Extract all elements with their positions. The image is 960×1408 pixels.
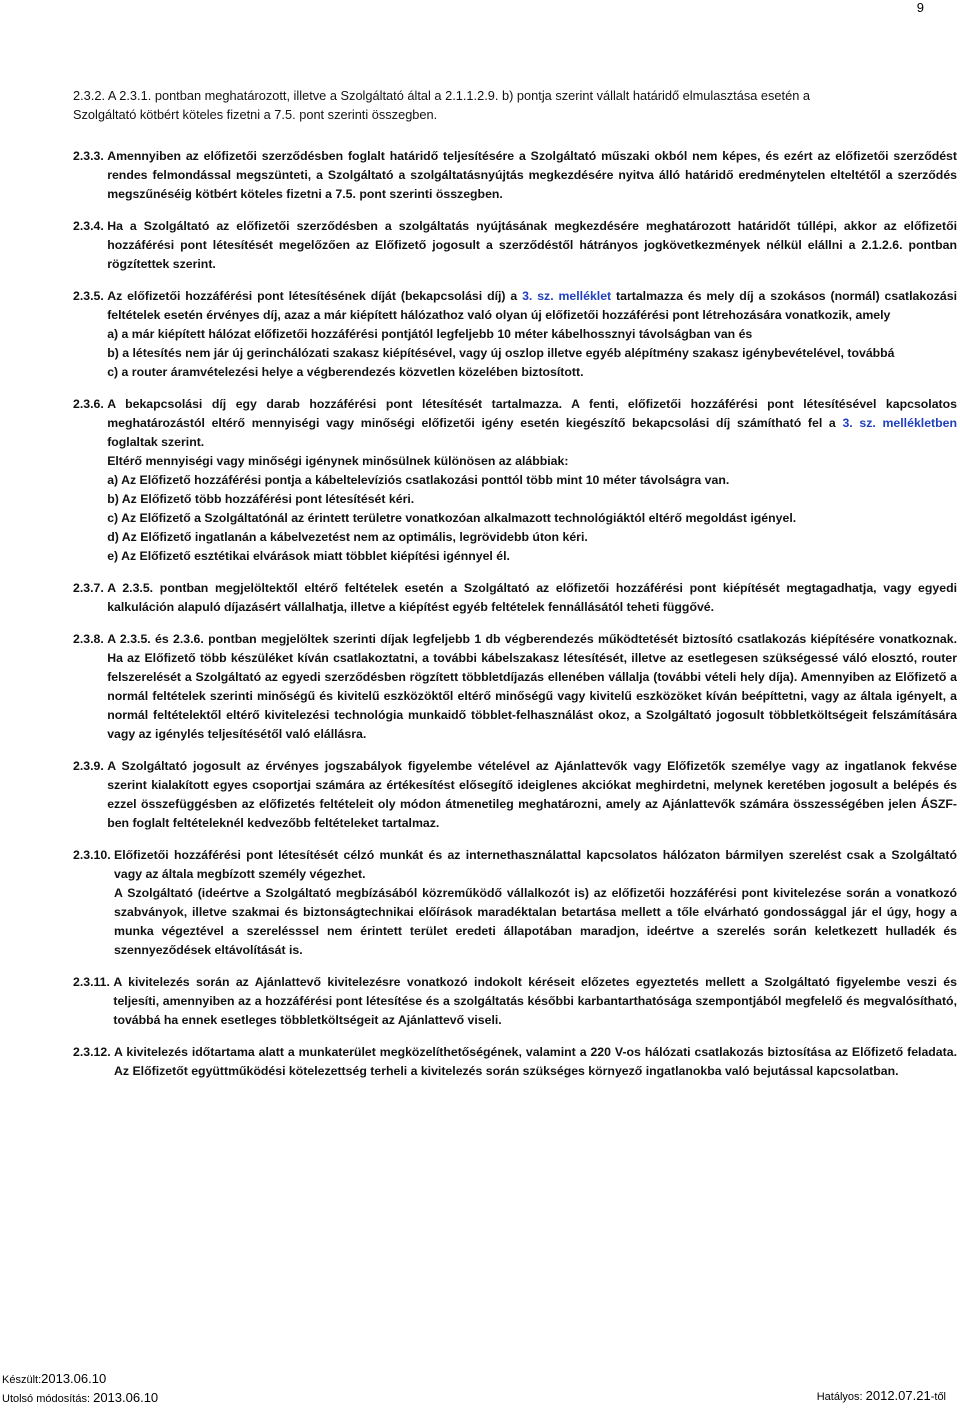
paragraph-2-3-8: [73, 630, 957, 744]
paragraph-2-3-7: [73, 579, 957, 617]
list-item: c) Az Előfizető a Szolgáltatónál az érintett területre vonatkozóan alkalmazott technológiáktól eltérő megoldást igényel.: [107, 511, 797, 525]
paragraph-text: Előfizetői hozzáférési pont létesítését célzó munkát és az internethasználattal kapcsolatos hálózaton bármilyen szerelést csak a Szolgáltató vagy az általa megbízott személy végezhet.: [114, 848, 957, 881]
paragraph-text: A Szolgáltató (ideértve a Szolgáltató megbízásából közreműködő vállalkozót is) az előfizetői hozzáférési pont kivitelezése során a vonatkozó szabványok, illetve szakmai és biztonságtechnikai előírások maradéktalan betartása mellett a tőle elvárható gondossággal jár el úgy, hogy a munka végeztével a szerelésssel nem érintett terület eredeti állapotában maradjon, ideértve a szerelés során keletkezett hulladék és szennyeződések eltávolítását is.: [114, 886, 957, 957]
paragraph-2-3-2: [73, 86, 957, 124]
created-value: 2013.06.10: [41, 1371, 107, 1386]
paragraph-text: A kivitelezés során az Ajánlattevő kivitelezésre vonatkozó indokolt kéréseit előzetes egyeztetés mellett a Szolgáltató figyelembe veszi és teljesíti, amennyiben az a hozzáférési pont létesítése és a szolgáltatás későbbi karbantarthatósága szempontjából megfelelő és megvalósítható, továbbá ha ennek esetleges többletköltségeit az Ajánlattevő viseli.: [113, 975, 957, 1027]
paragraph-number: 2.3.8.: [73, 632, 108, 646]
list-item: b) a létesítés nem jár új gerinchálózati szakasz kiépítésével, vagy új oszlop illetve egyéb alépítmény szakasz igénybevételével, továbbá: [107, 346, 895, 360]
paragraph-2-3-9: [73, 757, 957, 833]
list-item: b) Az Előfizető több hozzáférési pont létesítését kéri.: [107, 492, 415, 506]
paragraph-number: 2.3.6.: [73, 397, 108, 411]
paragraph-text: A 2.3.5. és 2.3.6. pontban megjelöltek szerinti díjak legfeljebb 1 db végberendezés működtetését biztosító csatlakozás kiépítésére vonatkoznak. Ha az Előfizető több készüléket kíván csatlakoztatni, a további kábelszakasz létesítését, illetve az esetlegesen szükségessé váló elosztó, router felszerelését a Szolgáltató az egyedi szerződésben rögzített többletdíjazás ellenében vállalja (további vételi hely díja). Amennyiben az Előfizető a normál feltételek szerinti minőségű és kivitelű eszközöktől eltérő minőségű vagy kivitelű eszközöket kíván beépíttetni, vagy az általa igényelt, a normál feltételektől eltérő kivitelezési technológia munkaidő többlet-felhasználást okoz, a Szolgáltató jogosult többletköltségeit felszámítására vagy az igénylés teljesítésétől való elállásra.: [107, 632, 957, 741]
annex-3-link[interactable]: 3. sz. mellékletben: [842, 416, 957, 430]
document-body: [73, 86, 957, 1094]
paragraph-2-3-4: [73, 217, 957, 274]
effective-value: 2012.07.21: [865, 1388, 931, 1403]
effective-date: [817, 1388, 946, 1403]
paragraph-number: 2.3.7.: [73, 581, 108, 595]
page-number: 9: [916, 0, 924, 15]
list-item: a) Az Előfizető hozzáférési pontja a kábeltelevíziós csatlakozási ponttól több mint 10 méter távolságra van.: [107, 473, 730, 487]
modified-value: 2013.06.10: [93, 1390, 159, 1405]
paragraph-text: tartalmazza és mely díj a szokásos (normál) csatlakozási feltételek esetén érvényes díj, azaz a már kiépített hálózathoz való olyan új előfizetői hozzáférési pont létrehozására vonatkozik, amely: [107, 289, 957, 322]
paragraph-text: Az előfizetői hozzáférési pont létesítésének díját (bekapcsolási díj) a: [107, 289, 523, 303]
modified-label: Utolsó módosítás:: [2, 1393, 94, 1405]
paragraph-number: 2.3.9.: [73, 759, 108, 773]
effective-label: Hatályos:: [816, 1391, 866, 1403]
paragraph-number: 2.3.4.: [73, 219, 108, 233]
created-label: Készült:: [2, 1374, 42, 1386]
paragraph-text: A kivitelezés időtartama alatt a munkaterület megközelíthetőségének, valamint a 220 V-os hálózati csatlakozás biztosítása az Előfizető feladata. Az Előfizetőt együttműködési kötelezettség terheli a kivitelezés során szükséges környező ingatlanokba való bejutással kapcsolatban.: [114, 1045, 957, 1078]
modified-date: [2, 1389, 158, 1408]
paragraph-text: Ha a Szolgáltató az előfizetői szerződésben a szolgáltatás nyújtásának megkezdésére meghatározott határidőt túllépi, akkor az előfizetői hozzáférési pont létesítését megelőzően az Előfizető jogosult a szerződéstől hátrányos jogkövetkezmények nélkül elállni a 2.1.2.6. pontban rögzítettek szerint.: [107, 219, 957, 271]
list-item: c) a router áramvételezési helye a végberendezés közvetlen közelében biztosított.: [107, 365, 584, 379]
paragraph-number: 2.3.12.: [73, 1045, 115, 1059]
paragraph-body: [107, 395, 957, 566]
paragraph-2-3-6: [73, 395, 957, 566]
effective-suffix: -től: [930, 1391, 946, 1403]
created-date: [2, 1370, 158, 1389]
paragraph-text: Amennyiben az előfizetői szerződésben foglalt határidő teljesítésére a Szolgáltató műszaki okból nem képes, és ezért az előfizetői szerződést rendes felmondással megszünteti, a Szolgáltató a szolgáltatásnyújtás megkezdésére nyitva álló határidő eredménytelen elteltétől a szerződés megszűnéséig kötbért köteles fizetni a 7.5. pont szerinti összegben.: [107, 149, 957, 201]
paragraph-number: 2.3.10.: [73, 848, 115, 862]
paragraph-body: [114, 846, 957, 960]
paragraph-text: foglaltak szerint.: [107, 435, 205, 449]
paragraph-2-3-5: [73, 287, 957, 382]
paragraph-number: 2.3.3.: [73, 149, 108, 163]
list-item: e) Az Előfizető esztétikai elvárások miatt többlet kiépítési igénnyel él.: [107, 549, 510, 563]
paragraph-2-3-10: [73, 846, 957, 960]
list-item: d) Az Előfizető ingatlanán a kábelvezetést nem az optimális, legrövidebb úton kéri.: [107, 530, 588, 544]
list-intro: Eltérő mennyiségi vagy minőségi igénynek minősülnek különösen az alábbiak:: [107, 454, 569, 468]
paragraph-number: 2.3.11.: [73, 975, 114, 989]
paragraph-number: 2.3.2.: [73, 88, 108, 103]
paragraph-text: A 2.3.5. pontban megjelöltektől eltérő feltételek esetén a Szolgáltató az előfizetői hozzáférési pont kiépítését megtagadhatja, vagy egyedi kalkuláción alapuló díjazásért vállalhatja, illetve a kiépítést egyéb feltételek fennállásától teheti függővé.: [107, 581, 957, 614]
footer-dates: [2, 1370, 158, 1408]
paragraph-text-line2: Szolgáltató kötbért köteles fizetni a 7.5. pont szerinti összegben.: [73, 107, 438, 122]
paragraph-2-3-3: [73, 147, 957, 204]
paragraph-text: A Szolgáltató jogosult az érvényes jogszabályok figyelembe vételével az Ajánlattevők vagy Előfizetők személye vagy az ingatlanok fekvése szerint kialakított egyes csoportjai számára az értékesítést elősegítő ideiglenes akciókat meghirdetni, melynek keretében jogosult a belépés és ezzel összefüggésben az előfizetés feltételeit oly módon átmenetileg meghatározni, amely az Ajánlattevők számára összességében jelen ÁSZF-ben foglalt feltételeknél kedvezőbb feltételeket tartalmaz.: [107, 759, 957, 830]
list-item: a) a már kiépített hálózat előfizetői hozzáférési pontjától legfeljebb 10 méter kábelhossznyi távolságban van és: [107, 327, 753, 341]
paragraph-text-line1: A 2.3.1. pontban meghatározott, illetve a Szolgáltató által a 2.1.1.2.9. b) pontja szerint vállalt határidő elmulasztása esetén a: [107, 88, 811, 103]
paragraph-body: [107, 287, 957, 382]
annex-3-link[interactable]: 3. sz. melléklet: [522, 289, 612, 303]
paragraph-text: A bekapcsolási díj egy darab hozzáférési pont létesítését tartalmazza. A fenti, előfizetői hozzáférési pont létesítésével kapcsolatos meghatározástól eltérő mennyiségi vagy minőségi előfizetői igény esetén kiegészítő bekapcsolási díj számítható fel a: [107, 397, 957, 430]
paragraph-2-3-11: [73, 973, 957, 1030]
paragraph-2-3-12: [73, 1043, 957, 1081]
paragraph-number: 2.3.5.: [73, 289, 108, 303]
